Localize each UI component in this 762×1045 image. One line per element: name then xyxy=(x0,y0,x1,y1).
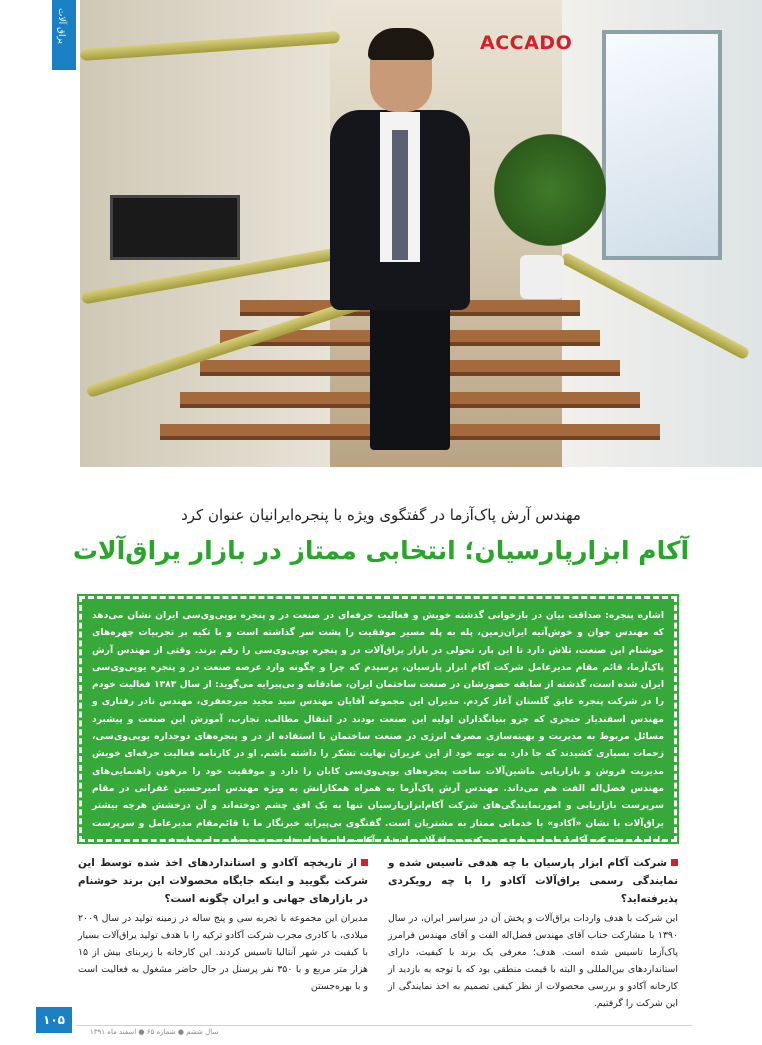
page-number: ۱۰۵ xyxy=(36,1007,72,1033)
answer-text: این شرکت با هدف واردات یراق‌آلات و پخش آن در سراسر ایران، در سال ۱۳۹۰ با مشارکت جناب آقای مهندس فضل‌اله الفت و آقای مهندس فرامرز پاک‌آزما تاسیس شده است. هدف؛ معرفی یک برند با کیفیت، دارای استانداردهای بین‌المللی و البته با قیمت منطقی بود که با توجه به بازدید از کارخانه آکادو و بررسی محصولات از نظر کیفی تصمیم به اخذ نمایندگی از این شرکت را گرفتیم. xyxy=(388,913,678,1009)
cover-photo xyxy=(80,0,762,467)
intro-box xyxy=(79,596,677,846)
photo-plant-pot xyxy=(520,255,564,299)
photo-plant xyxy=(490,120,610,260)
question-text: از تاریخچه آکادو و استانداردهای اخذ شده توسط این شرکت بگویید و اینکه جایگاه محصولات این برند خوشنام در بازارهای جهانی و ایران چگونه است؟ xyxy=(78,857,368,905)
column-right xyxy=(388,854,678,1012)
photo-coat-rack xyxy=(110,195,240,260)
article-subtitle: مهندس آرش پاک‌آزما در گفتگوی ویژه با پنجره‌ایرانیان عنوان کرد xyxy=(181,506,581,524)
photo-window xyxy=(602,30,722,260)
section-tab xyxy=(52,0,76,70)
issue-meta: سال ششم ● شماره ۶۵ ● اسفند ماه ۱۳۹۱ xyxy=(90,1028,219,1036)
question-text: شرکت آکام ابزار پارسیان با چه هدفی تاسیس شده و نمایندگی رسمی یراق‌آلات آکادو را با چه رویکردی پذیرفته‌اید؟ xyxy=(388,857,678,905)
photo-person-legs xyxy=(370,300,450,450)
photo-person-hair xyxy=(368,28,434,60)
footer-divider xyxy=(76,1025,692,1026)
photo-person-tie xyxy=(392,130,408,260)
article-headline: آکام ابزارپارسیان؛ انتخابی ممتاز در بازار یراق‌آلات xyxy=(72,536,690,565)
question-heading xyxy=(78,854,368,908)
intro-text: اشاره پنجره: صداقت بیان در بازخوانی گذشته خویش و فعالیت حرفه‌ای در صنعت در و پنجره یوپی‌وی‌سی ایران نشان می‌دهد که مهندس جوان و خوش‌آتیه ایران‌زمین، پله به پله مسیر موفقیت را پشت سر گذاشته است و با تکیه بر تجربیات چهره‌های خوشنام این صنعت، تلاش دارد تا این بار، تحولی در بازار یراق‌آلات در و پنجره یوپی‌وی‌سی را رقم بزند. وقتی از مهندس آرش پاک‌آزما، قائم مقام مدیرعامل شرکت آکام ابزار پارسیان، پرسیدم که چرا و چگونه وارد عرصه صنعت در و پنجره یوپی‌وی‌سی ایران شده است، گذشته از سابقه حضورشان در صنعت ساختمان ایران، صادقانه و بی‌پیرایه می‌گوید: از سال ۱۳۸۳ فعالیت خودم را در شرکت پنجره عایق گلستان آغاز کردم. مدیران این مجموعه آقایان مهندس سید مجید میرجعفری، مهندس نادر رفتاری و مهندس اسفندیار حنجری که جزو بنیانگذاران اولیه این صنعت بودند در انتقال مطالب، تجارب، آموزش این صنعت و پیشبرد مسائل مربوط به مدیریت و بهینه‌سازی مصرف انرژی در صنعت ساختمان با استفاده از در و پنجره‌های دوجداره یوپی‌وی‌سی، زحمات بسیاری کشیدند که جا دارد به نوبه خود از این عزیزان نهایت تشکر را داشته باشم. او در کارنامه فعالیت حرفه‌ای خویش مدیریت فروش و بازاریابی ماشین‌آلات ساخت پنجره‌های یوپی‌وی‌سی کابان را دارد و موفقیت خود را مرهون راهنمایی‌های مهندس فضل‌اله الفت هم می‌داند. مهندس آرش پاک‌آزما به همراه همکارانش به ویژه مهندس امیرحسین غفرانی در مقام سرپرست بازاریابی و امورنمایندگی‌های شرکت آکام‌ابزارپارسیان تنها به یک افق چشم دوخته‌اند و آن درخشش هرچه بیشتر یراق‌آلات با نشان «آکادو» با خدماتی ممتاز به مشتریان است. گفتگوی بی‌پیرایه خبرنگار ما با قائم‌مقام مدیرعامل و سرپرست بازاریابی شرکت آکام‌ابزارپارسیان عرضه‌کننده یراق‌آلات با نشان آکادو با استانداردهای معتبر جهانی را بخوانید: xyxy=(92,610,665,846)
bullet-square-icon xyxy=(671,859,678,866)
answer-text: مدیران این مجموعه با تجربه سی و پنج ساله در زمینه تولید در سال ۲۰۰۹ میلادی، با کادری مجرب شرکت آکادو ترکیه را با هدف تولید یراق‌آلات بسیار با کیفیت در شهر آنتالیا تاسیس کردند. این کارخانه با زیربنای بیش از ۱۵ هزار متر مربع و با ۳۵۰ نفر پرسنل در حال حاضر مشغول به فعالیت است و با بهره‌جستن xyxy=(78,913,368,992)
question-heading xyxy=(388,854,678,908)
accado-logo: ACCADO xyxy=(480,32,573,54)
column-left xyxy=(78,854,368,995)
bullet-square-icon xyxy=(361,859,368,866)
section-tab-label: یراق آلات xyxy=(56,8,66,44)
